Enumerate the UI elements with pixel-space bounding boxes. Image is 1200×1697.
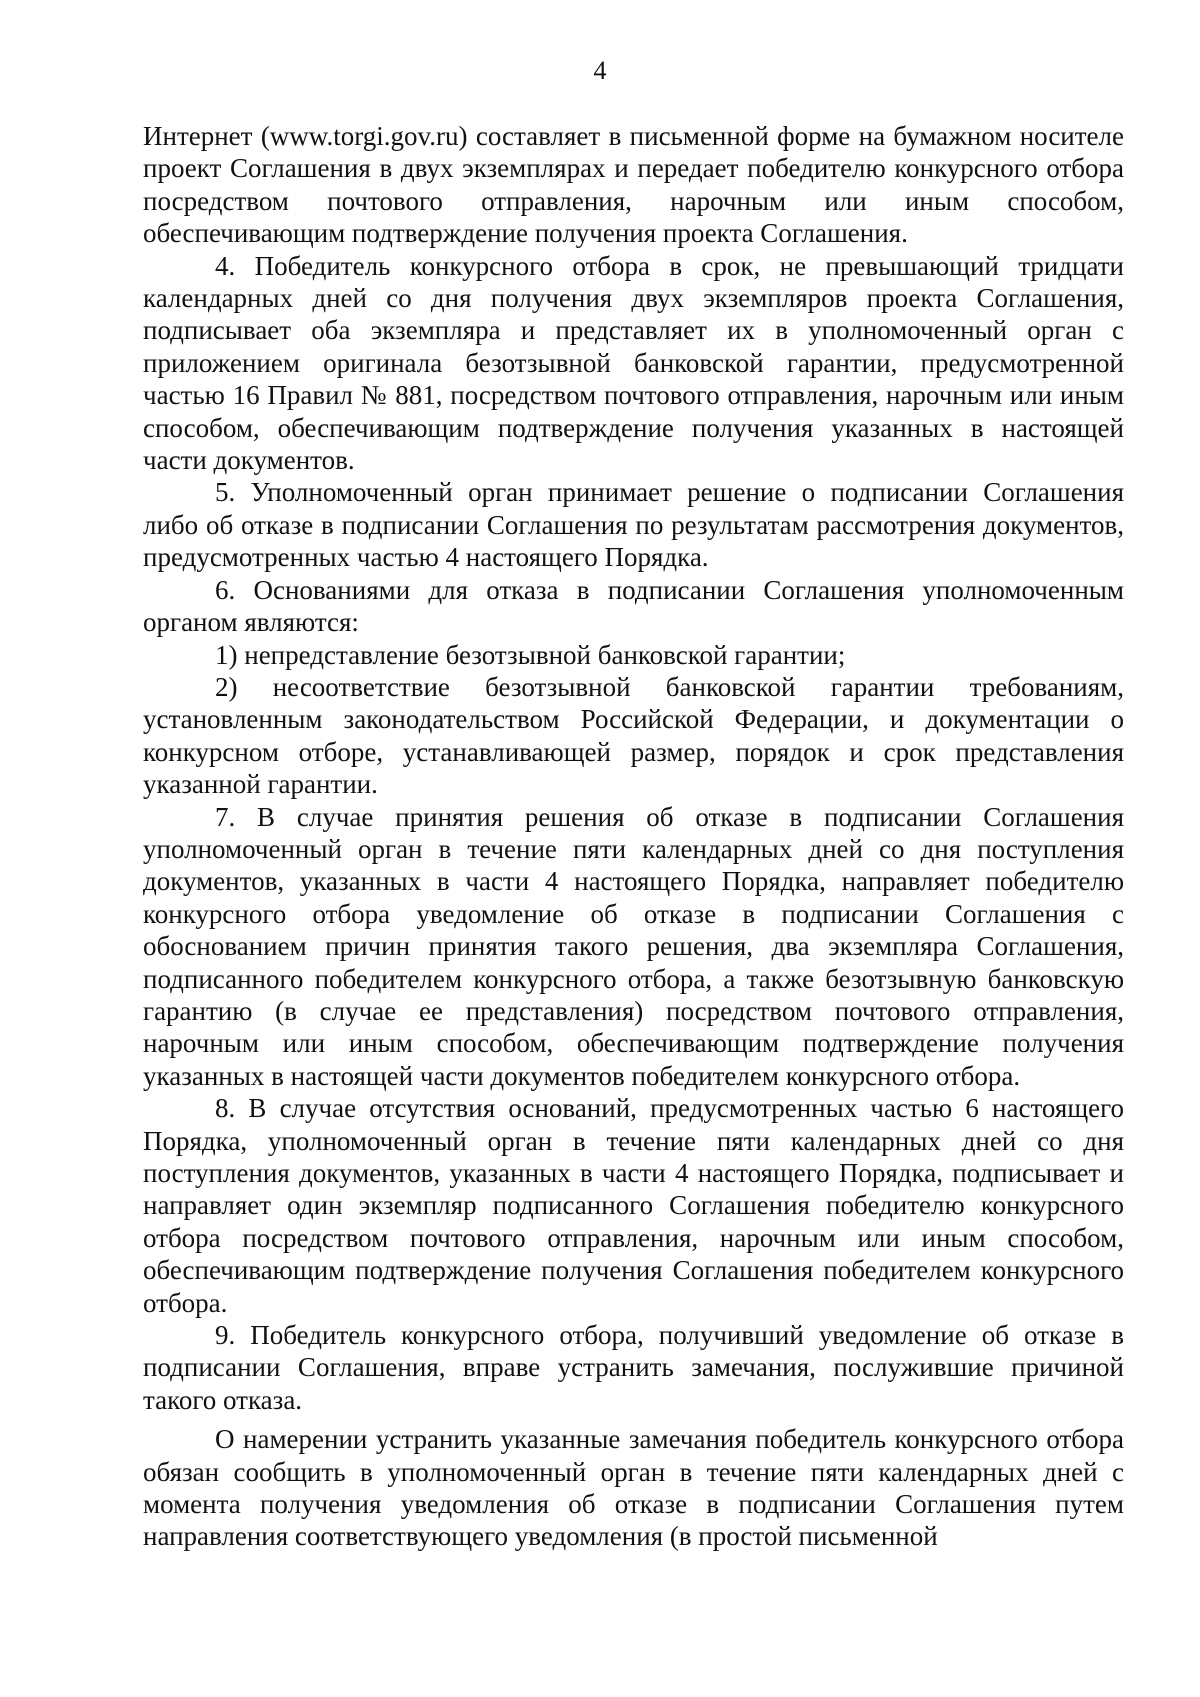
paragraph-subitem-1: 1) непредставление безотзывной банковской гарантии; [215, 639, 846, 670]
paragraph-item-7: 7. В случае принятия решения об отказе в подписании Соглашения уполномоченный орган в течение пяти календарных дней со дня поступления документов, указанных в части 4 настоящего Порядка, направляет победителю конкурсного отбора уведомление об отказе в подписании Соглашения с обоснованием причин принятия такого решения, два экземпляра Соглашения, подписанного победителем конкурсного отбора, а также безотзывную банковскую гарантию (в случае ее представления) посредством почтового отправления, нарочным или иным способом, обеспечивающим подтверждение получения указанных в настоящей части документов победителем конкурсного отбора. [143, 801, 1124, 1091]
paragraph-intent-notice: О намерении устранить указанные замечания победитель конкурсного отбора обязан сообщить в уполномоченный орган в течение пяти календарных дней с момента получения уведомления об отказе в подписании Соглашения путем направления соответствующего уведомления (в простой письменной [143, 1424, 1124, 1552]
paragraph-continuation: Интернет (www.torgi.gov.ru) составляет в письменной форме на бумажном носителе проект Соглашения в двух экземплярах и передает победителю конкурсного отбора посредством почтового отправления, нарочным или иным способом, обеспечивающим подтверждение получения проекта Соглашения. [143, 121, 1124, 249]
paragraph-item-9: 9. Победитель конкурсного отбора, получивший уведомление об отказе в подписании Соглашения, вправе устранить замечания, послужившие причиной такого отказа. [143, 1320, 1124, 1415]
paragraph-item-4: 4. Победитель конкурсного отбора в срок, не превышающий тридцати календарных дней со дня получения двух экземпляров проекта Соглашения, подписывает оба экземпляра и представляет их в уполномоченный орган с приложением оригинала безотзывной банковской гарантии, предусмотренной частью 16 Правил № 881, посредством почтового отправления, нарочным или иным способом, обеспечивающим подтверждение получения указанных в настоящей части документов. [143, 250, 1124, 476]
paragraph-item-5: 5. Уполномоченный орган принимает решение о подписании Соглашения либо об отказе в подписании Соглашения по результатам рассмотрения документов, предусмотренных частью 4 настоящего Порядка. [143, 477, 1124, 573]
paragraph-item-6: 6. Основаниями для отказа в подписании Соглашения уполномоченным органом являются: [143, 574, 1124, 638]
document-body [143, 120, 1124, 1553]
page-number: 4 [593, 56, 607, 85]
paragraph-subitem-2: 2) несоответствие безотзывной банковской гарантии требованиям, установленным законодательством Российской Федерации, и документации о конкурсном отборе, устанавливающей размер, порядок и срок представления указанной гарантии. [143, 671, 1124, 800]
paragraph-item-8: 8. В случае отсутствия оснований, предусмотренных частью 6 настоящего Порядка, уполномоченный орган в течение пяти календарных дней со дня поступления документов, указанных в части 4 настоящего Порядка, подписывает и направляет один экземпляр подписанного Соглашения победителю конкурсного отбора посредством почтового отправления, нарочным или иным способом, обеспечивающим подтверждение получения Соглашения победителем конкурсного отбора. [143, 1093, 1124, 1318]
